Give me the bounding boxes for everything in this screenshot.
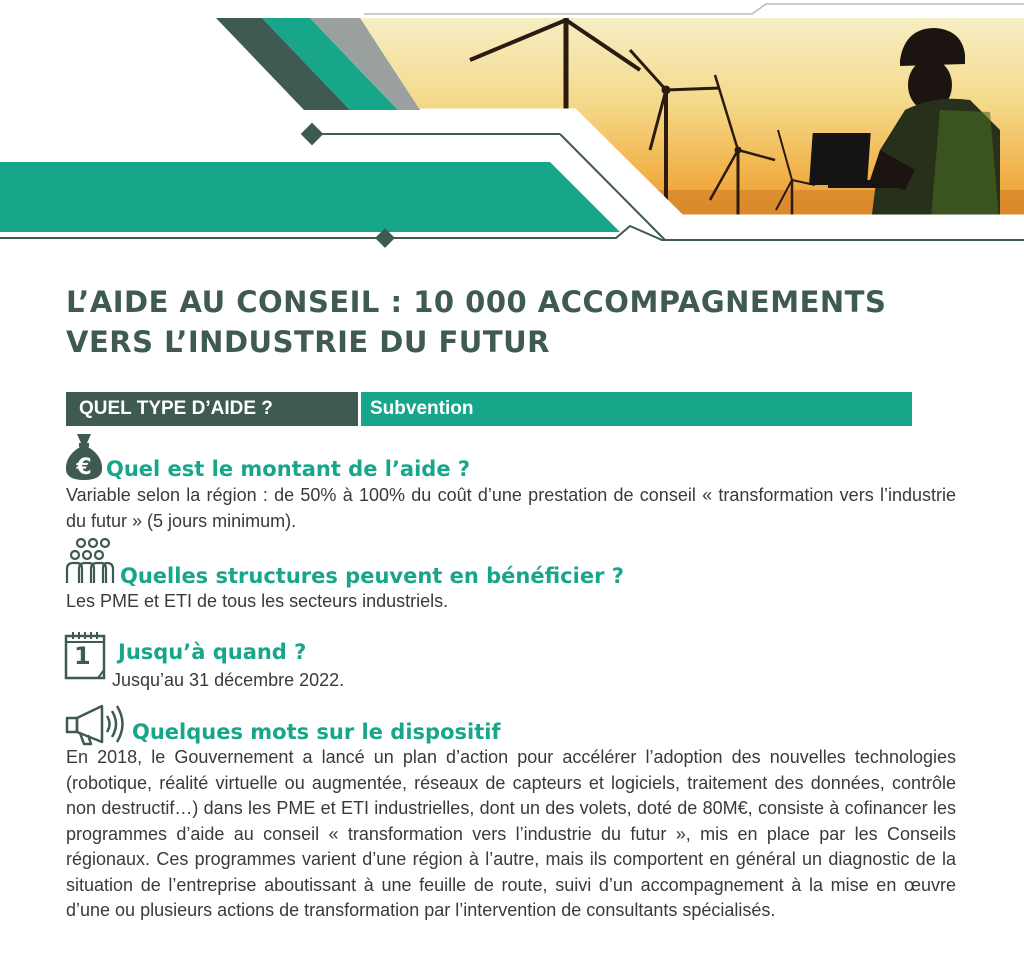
section-heading-structures: Quelles structures peuvent en bénéficier ? xyxy=(120,564,624,588)
aid-type-value: Subvention xyxy=(361,392,912,426)
megaphone-icon xyxy=(64,700,128,746)
calendar-day: 1 xyxy=(74,642,91,670)
section-heading-montant: Quel est le montant de l’aide ? xyxy=(106,457,471,481)
section-text-montant: Variable selon la région : de 50% à 100% du coût d’une prestation de conseil « transformation vers l’industrie du futur » (5 jours minimum). xyxy=(66,485,956,531)
section-heading-quand: Jusqu’à quand ? xyxy=(118,640,307,664)
section-text-dispositif: En 2018, le Gouvernement a lancé un plan d’action pour accélérer l’adoption des nouvelles technologies (robotique, réalité virtuelle ou augmentée, réseaux de capteurs et logiciels, traitement des données, contrôle non destructif…) dans les PME et ETI industrielles, dont un des volets, doté de 80M€, consiste à cofinancer les programmes d’aide au conseil « transformation vers l’industrie du futur », mis en place par les Conseils régionaux. Ces programmes varient d’une région à l’autre, mais ils comportent en général un diagnostic de la situation de l’entreprise aboutissant à une feuille de route, suivi d’un accompagnement à la mise en œuvre d’une ou plusieurs actions de transformation par l’intervention de consultants spécialisés. xyxy=(66,747,956,920)
page-title xyxy=(66,282,966,362)
teal-band xyxy=(0,162,620,232)
aid-type-bar xyxy=(66,392,912,426)
section-text-quand: Jusqu’au 31 décembre 2022. xyxy=(112,670,345,690)
section-text-structures: Les PME et ETI de tous les secteurs industriels. xyxy=(66,591,449,611)
diamond-marker xyxy=(301,123,324,146)
svg-text:€: € xyxy=(76,455,92,480)
people-group-icon xyxy=(65,537,115,585)
title-line-1: L’AIDE AU CONSEIL : 10 000 ACCOMPAGNEMENTS xyxy=(66,285,887,319)
title-line-2: VERS L’INDUSTRIE DU FUTUR xyxy=(66,325,551,359)
money-bag-euro-icon xyxy=(63,432,105,482)
header-banner xyxy=(0,0,1024,250)
aid-type-label: QUEL TYPE D’AIDE ? xyxy=(66,392,358,426)
header-graphic xyxy=(0,0,1024,250)
section-heading-dispositif: Quelques mots sur le dispositif xyxy=(132,720,501,744)
